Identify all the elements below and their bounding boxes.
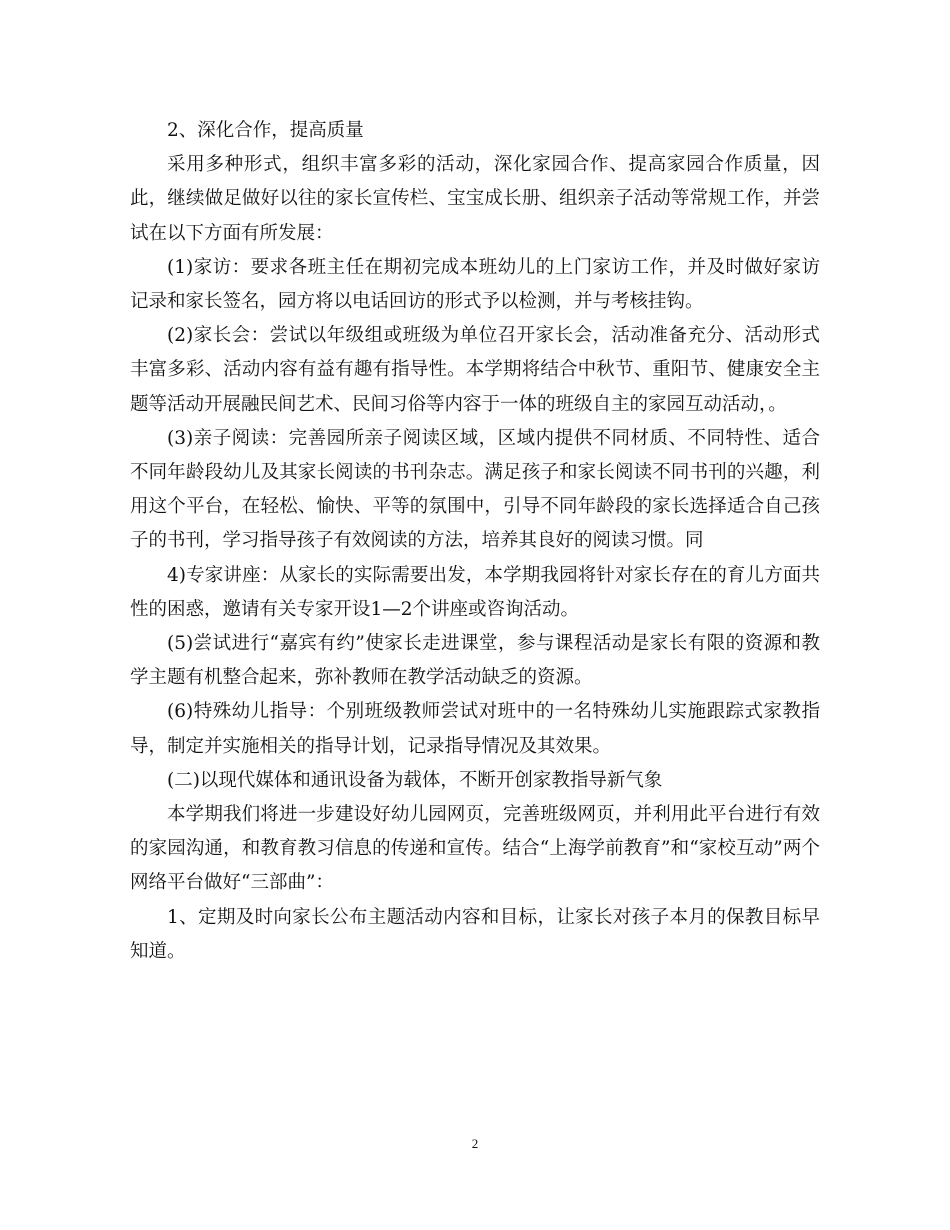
document-body	[130, 114, 820, 969]
paragraph-special-child-guidance: (6)特殊幼儿指导：个别班级教师尝试对班中的一名特殊幼儿实施跟踪式家教指导，制定并实施相关的指导计划，记录指导情况及其效果。	[130, 701, 820, 757]
heading-deepen-cooperation: 2、深化合作，提高质量	[167, 120, 364, 141]
heading-modern-media: (二)以现代媒体和通讯设备为载体，不断开创家教指导新气象	[167, 769, 663, 791]
page-number: 2	[471, 1136, 479, 1151]
paragraph-website: 本学期我们将进一步建设好幼儿园网页，完善班级网页，并利用此平台进行有效的家园沟通，和教育教习信息的传递和宣传。结合“上海学前教育”和“家校互动”两个网络平台做好“三部曲”：	[130, 804, 820, 894]
paragraph-publish-goals: 1、定期及时向家长公布主题活动内容和目标，让家长对孩子本月的保教目标早知道。	[130, 906, 820, 962]
paragraph-intro: 采用多种形式，组织丰富多彩的活动，深化家园合作、提高家园合作质量，因此，继续做足做好以往的家长宣传栏、宝宝成长册、组织亲子活动等常规工作，并尝试在以下方面有所发展：	[130, 154, 820, 244]
paragraph-home-visit: (1)家访：要求各班主任在期初完成本班幼儿的上门家访工作，并及时做好家访记录和家长签名，园方将以电话回访的形式予以检测，并与考核挂钩。	[130, 256, 820, 313]
paragraph-guest-appointment: (5)尝试进行“嘉宾有约”使家长走进课堂，参与课程活动是家长有限的资源和教学主题有机整合起来，弥补教师在教学活动缺乏的资源。	[130, 633, 820, 689]
paragraph-parent-meeting: (2)家长会：尝试以年级组或班级为单位召开家长会，活动准备充分、活动形式丰富多彩、活动内容有益有趣有指导性。本学期将结合中秋节、重阳节、健康安全主题等活动开展融民间艺术、民间习俗等内容于一体的班级自主的家园互动活动，。	[130, 325, 820, 415]
paragraph-expert-lecture: 4)专家讲座：从家长的实际需要出发，本学期我园将针对家长存在的育儿方面共性的困惑，邀请有关专家开设1—2个讲座或咨询活动。	[130, 564, 820, 620]
paragraph-parent-child-reading: (3)亲子阅读：完善园所亲子阅读区域，区域内提供不同材质、不同特性、适合不同年龄段幼儿及其家长阅读的书刊杂志。满足孩子和家长阅读不同书刊的兴趣，利用这个平台，在轻松、愉快、平等的氛围中，引导不同年龄段的家长选择适合自己孩子的书刊，学习指导孩子有效阅读的方法，培养其良好的阅读习惯。同	[130, 427, 820, 552]
